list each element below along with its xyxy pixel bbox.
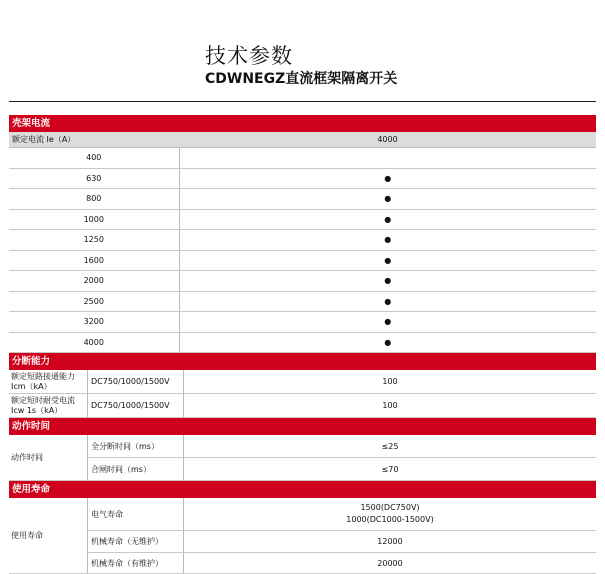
section-shell-current: 壳架电流 <box>9 115 596 132</box>
spec-value: 20000 <box>184 553 597 574</box>
table-row <box>9 148 596 169</box>
table-row <box>9 370 596 394</box>
action-time-table <box>9 435 596 481</box>
section-breaking-capacity: 分断能力 <box>9 353 596 370</box>
rated-current-header <box>9 132 596 148</box>
table-row <box>9 168 596 189</box>
title-divider <box>9 101 596 102</box>
spec-value: 100 <box>184 394 597 418</box>
spec-name: 全分断时间（ms） <box>88 435 184 458</box>
table-row <box>9 189 596 210</box>
current-label: 800 <box>9 189 179 210</box>
spec-value: 12000 <box>184 531 597 553</box>
current-label: 2500 <box>9 291 179 312</box>
availability-mark: ● <box>179 291 596 312</box>
availability-mark: ● <box>179 209 596 230</box>
spec-value: ≤70 <box>184 458 597 481</box>
table-row <box>9 271 596 292</box>
page-subtitle: CDWNEGZ直流框架隔离开关 <box>205 71 398 87</box>
table-row <box>9 291 596 312</box>
group-label: 动作时间 <box>9 435 88 481</box>
current-label: 1600 <box>9 250 179 271</box>
rated-current-value: 4000 <box>179 132 596 148</box>
spec-name: 合闸时间（ms） <box>88 458 184 481</box>
availability-mark: ● <box>179 312 596 333</box>
table-row <box>9 209 596 230</box>
table-row <box>9 332 596 353</box>
current-label: 1250 <box>9 230 179 251</box>
spec-value: 100 <box>184 370 597 394</box>
spec-voltage: DC750/1000/1500V <box>88 370 184 394</box>
spec-value: ≤25 <box>184 435 597 458</box>
service-life-table <box>9 498 596 574</box>
spec-name: 电气寿命 <box>88 498 184 531</box>
spec-name: 额定短时耐受电流 Icw 1s（kA） <box>9 394 88 418</box>
table-row <box>9 435 596 458</box>
spec-value <box>184 498 597 531</box>
page-title: 技术参数 <box>205 44 293 68</box>
availability-mark: ● <box>179 230 596 251</box>
availability-mark: ● <box>179 250 596 271</box>
current-label: 630 <box>9 168 179 189</box>
spec-voltage: DC750/1000/1500V <box>88 394 184 418</box>
section-service-life: 使用寿命 <box>9 481 596 498</box>
group-label: 使用寿命 <box>9 498 88 574</box>
current-label: 3200 <box>9 312 179 333</box>
current-label: 1000 <box>9 209 179 230</box>
spec-name: 额定短路接通能力 Icm（kA） <box>9 370 88 394</box>
table-row <box>9 531 596 553</box>
table-row <box>9 230 596 251</box>
spec-name: 机械寿命（有维护） <box>88 553 184 574</box>
spec-value-line: 1000(DC1000-1500V) <box>346 515 434 524</box>
availability-mark: ● <box>179 271 596 292</box>
section-action-time: 动作时间 <box>9 418 596 435</box>
table-row <box>9 312 596 333</box>
availability-mark: ● <box>179 168 596 189</box>
table-row <box>9 250 596 271</box>
current-label: 400 <box>9 148 179 169</box>
spec-sheet <box>9 115 596 574</box>
current-label: 2000 <box>9 271 179 292</box>
spec-value-line: 1500(DC750V) <box>360 503 420 512</box>
table-row <box>9 458 596 481</box>
table-row <box>9 553 596 574</box>
table-row <box>9 498 596 531</box>
availability-mark: ● <box>179 189 596 210</box>
table-row <box>9 394 596 418</box>
spec-name: 机械寿命（无维护） <box>88 531 184 553</box>
shell-current-table <box>9 132 596 353</box>
rated-current-label: 额定电流 Ie（A） <box>9 132 179 148</box>
availability-mark <box>179 148 596 169</box>
current-label: 4000 <box>9 332 179 353</box>
breaking-capacity-table <box>9 370 596 418</box>
availability-mark: ● <box>179 332 596 353</box>
